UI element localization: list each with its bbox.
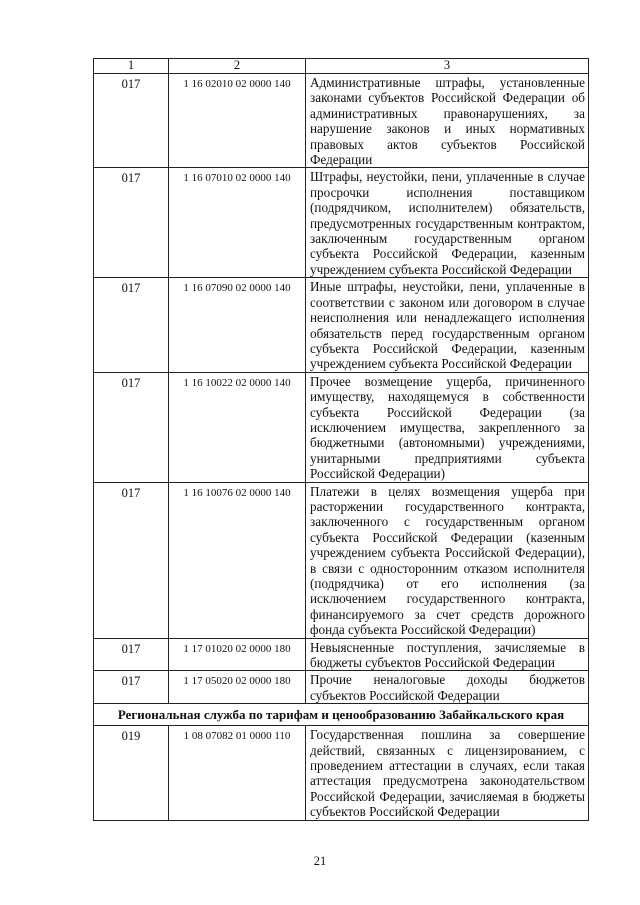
admin-code-cell: 017 xyxy=(94,638,169,671)
admin-code-cell: 017 xyxy=(94,74,169,168)
revenue-name-cell: Административные штрафы, установленные законами субъектов Российской Федерации об административных правонарушениях, за нарушение законов и иных нормативных правовых актов субъектов Российской Федерации xyxy=(306,74,589,168)
kbk-code-cell: 1 17 01020 02 0000 180 xyxy=(169,638,306,671)
table-row xyxy=(94,482,589,638)
column-number-3: 3 xyxy=(306,59,589,74)
section-title: Региональная служба по тарифам и ценообразованию Забайкальского края xyxy=(94,704,589,726)
admin-code-cell: 017 xyxy=(94,372,169,482)
table-row xyxy=(94,372,589,482)
revenue-name-cell: Прочие неналоговые доходы бюджетов субъектов Российской Федерации xyxy=(306,671,589,704)
admin-code-cell: 019 xyxy=(94,726,169,820)
table-row xyxy=(94,168,589,278)
admin-code-cell: 017 xyxy=(94,482,169,638)
revenue-name-cell: Невыясненные поступления, зачисляемые в бюджеты субъектов Российской Федерации xyxy=(306,638,589,671)
column-number-row xyxy=(94,59,589,74)
revenue-name-cell: Платежи в целях возмещения ущерба при расторжении государственного контракта, заключенного с государственным органом субъекта Российской Федерации (казенным учреждением субъекта Российской Федерации), в связи с односторонним отказом исполнителя (подрядчика) от его исполнения (за исключением государственного контракта, финансируемого за счет средств дорожного фонда субъекта Российской Федерации) xyxy=(306,482,589,638)
kbk-code-cell: 1 08 07082 01 0000 110 xyxy=(169,726,306,820)
revenue-name-cell: Государственная пошлина за совершение действий, связанных с лицензированием, с проведением аттестации в случаях, если такая аттестация предусмотрена законодательством Российской Федерации, зачисляемая в бюджеты субъектов Российской Федерации xyxy=(306,726,589,820)
revenue-name-cell: Штрафы, неустойки, пени, уплаченные в случае просрочки исполнения поставщиком (подрядчиком, исполнителем) обязательств, предусмотренных государственным контрактом, заключенным государственным органом субъекта Российской Федерации, казенным учреждением субъекта Российской Федерации xyxy=(306,168,589,278)
revenue-codes-table xyxy=(93,58,589,821)
table-row xyxy=(94,278,589,372)
page-number: 21 xyxy=(313,854,327,868)
admin-code-cell: 017 xyxy=(94,671,169,704)
admin-code-cell: 017 xyxy=(94,278,169,372)
kbk-code-cell: 1 16 10076 02 0000 140 xyxy=(169,482,306,638)
admin-code-cell: 017 xyxy=(94,168,169,278)
column-number-2: 2 xyxy=(169,59,306,74)
kbk-code-cell: 1 16 10022 02 0000 140 xyxy=(169,372,306,482)
kbk-code-cell: 1 16 02010 02 0000 140 xyxy=(169,74,306,168)
section-header-row xyxy=(94,704,589,726)
table-row xyxy=(94,638,589,671)
column-number-1: 1 xyxy=(94,59,169,74)
table-body xyxy=(94,59,589,821)
revenue-name-cell: Прочее возмещение ущерба, причиненного имуществу, находящемуся в собственности субъекта Российской Федерации (за исключением имущества, закрепленного за бюджетными (автономными) учреждениями, унитарными предприятиями субъекта Российской Федерации) xyxy=(306,372,589,482)
kbk-code-cell: 1 16 07090 02 0000 140 xyxy=(169,278,306,372)
table-row xyxy=(94,671,589,704)
kbk-code-cell: 1 16 07010 02 0000 140 xyxy=(169,168,306,278)
kbk-code-cell: 1 17 05020 02 0000 180 xyxy=(169,671,306,704)
table-row xyxy=(94,74,589,168)
revenue-name-cell: Иные штрафы, неустойки, пени, уплаченные в соответствии с законом или договором в случае неисполнения или ненадлежащего исполнения обязательств перед государственным органом субъекта Российской Федерации, казенным учреждением субъекта Российской Федерации xyxy=(306,278,589,372)
table-row xyxy=(94,726,589,820)
